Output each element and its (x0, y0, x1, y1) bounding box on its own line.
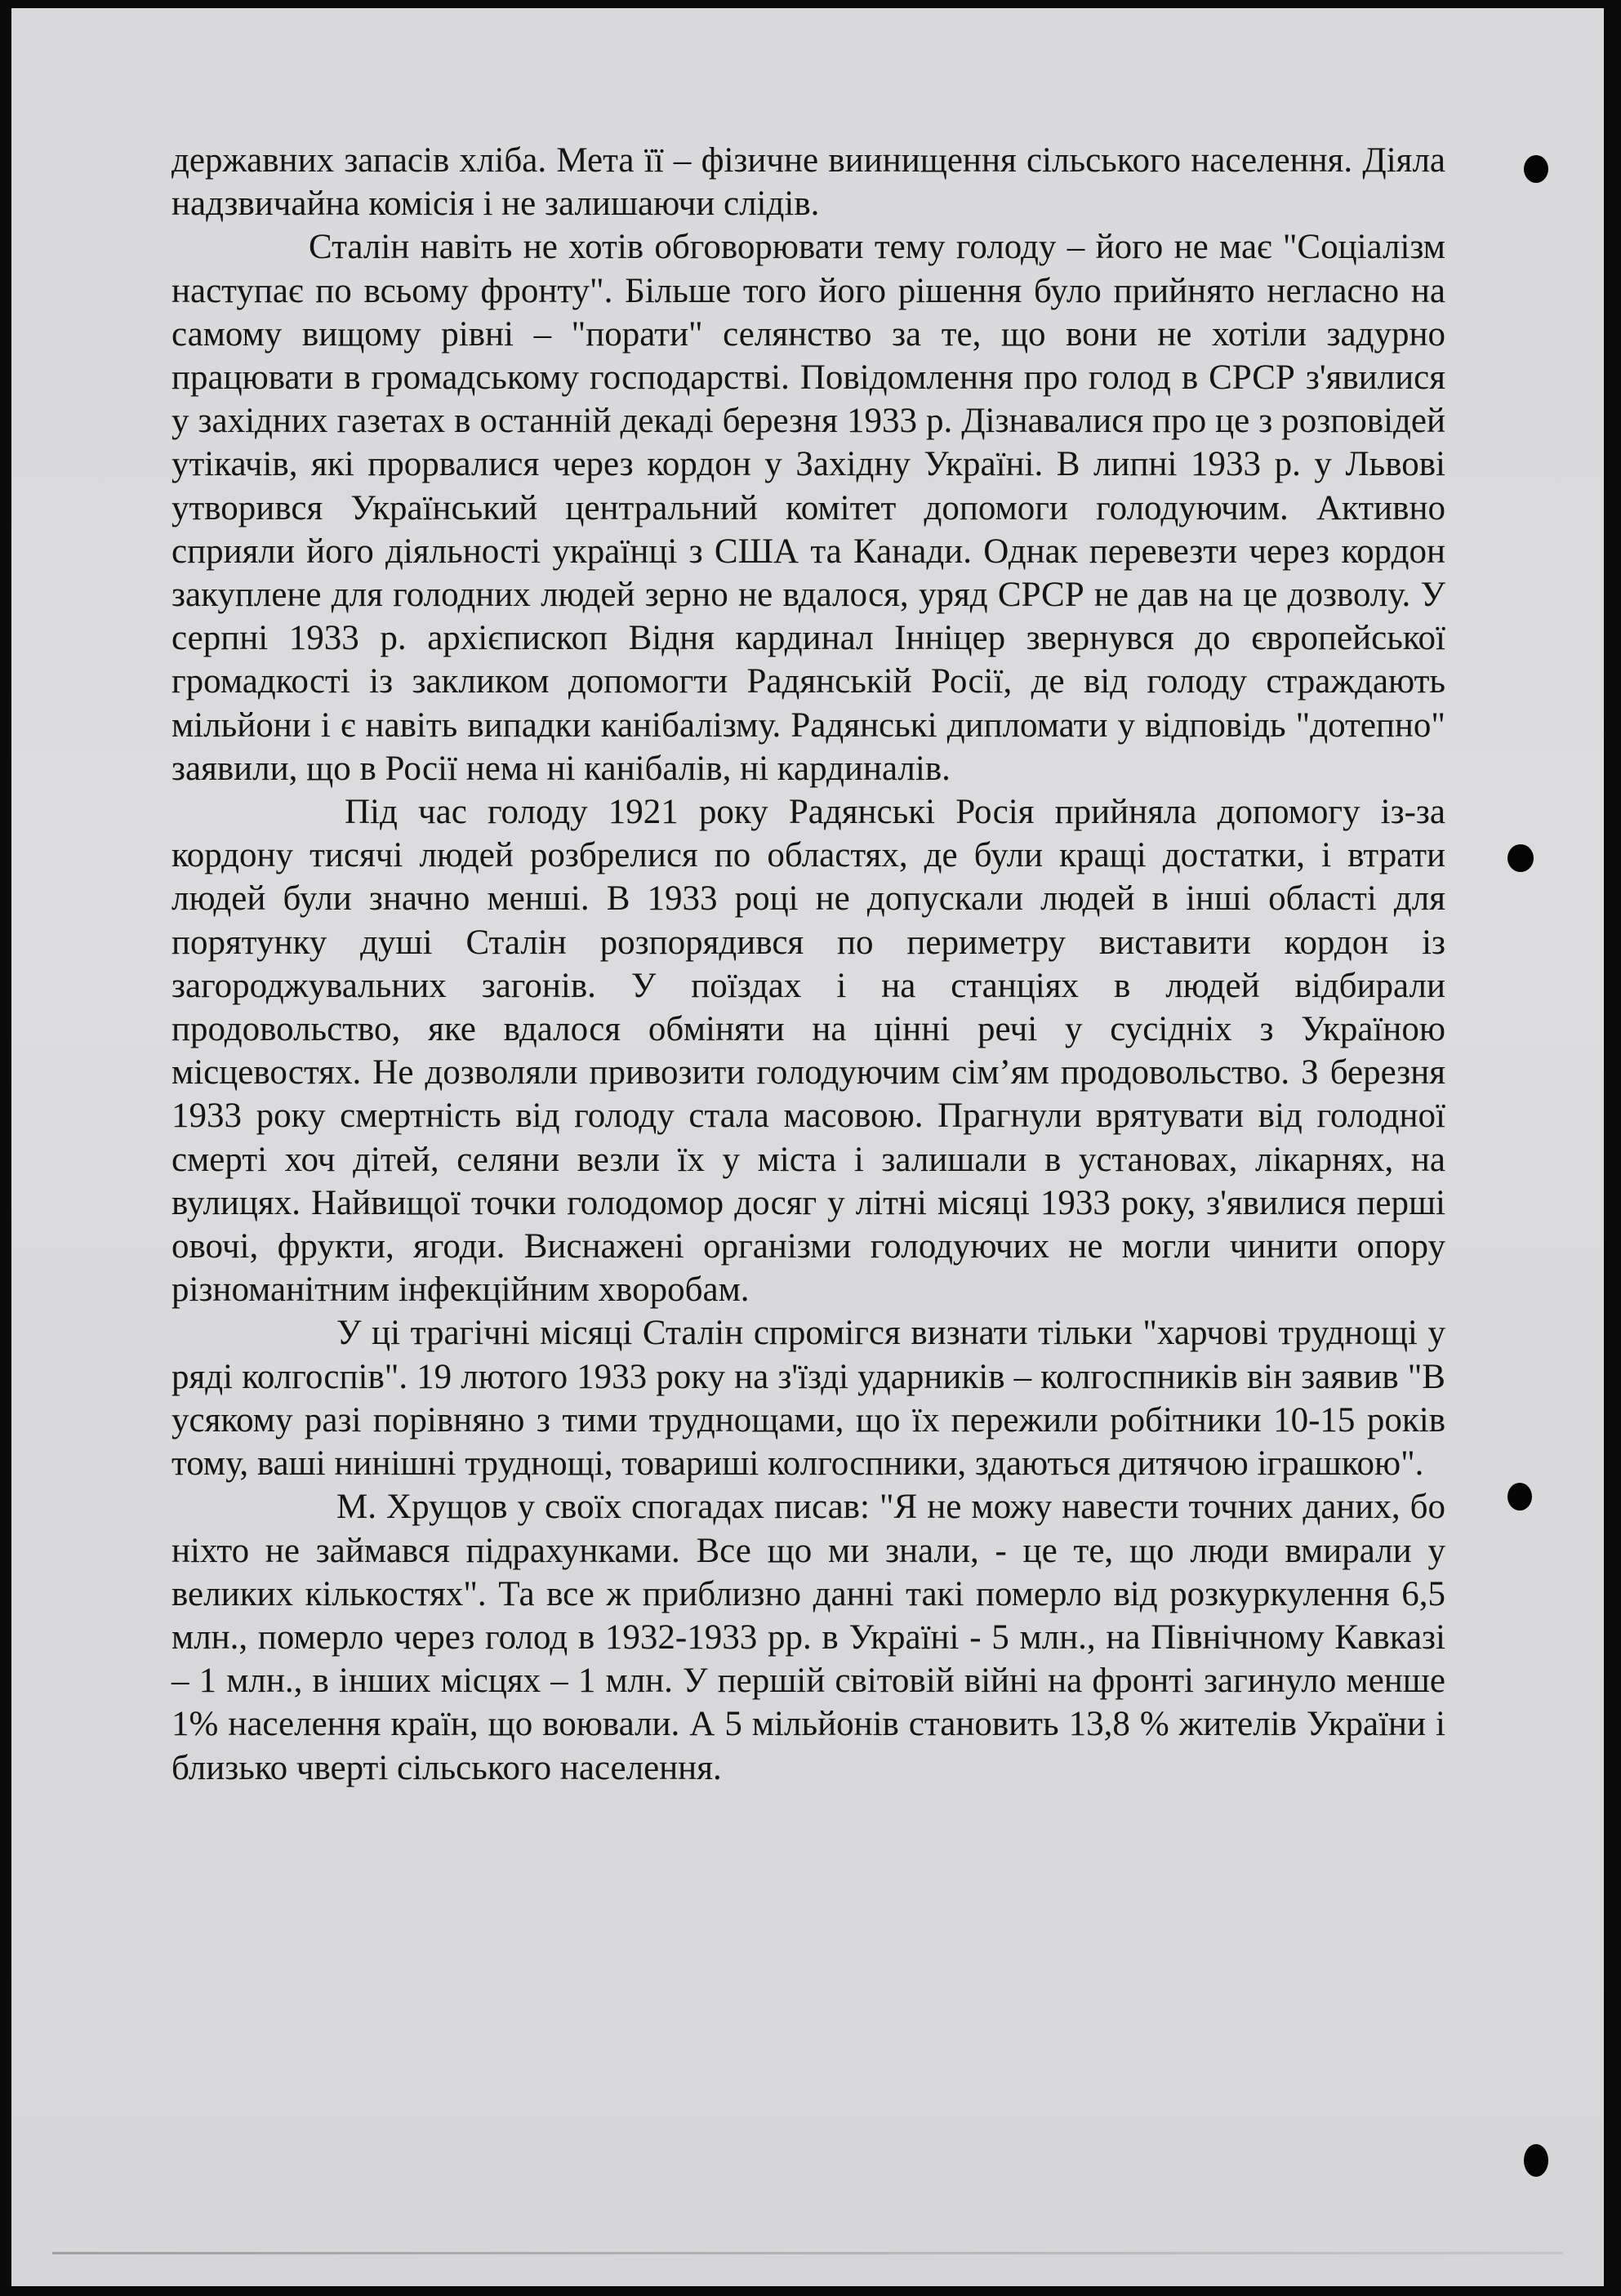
punch-hole (1507, 844, 1534, 872)
paragraph-5: М. Хрущов у своїх спогадах писав: "Я не можу навести точних даних, бо ніхто не займався підрахунками. Все що ми знали, - це те, що люди вмирали у великих кількостях". Та все ж приблизно данні такі померло від розкуркулення 6,5 млн., померло через голод в 1932-1933 рр. в Україні - 5 млн., на Північному Кавказі – 1 млн., в інших місцях – 1 млн. У першій світовій війні на фронті загинуло менше 1% населення країн, що воювали. А 5 мільйонів становить 13,8 % жителів України і близько чверті сільського населення. (171, 1488, 1445, 1787)
paragraph-4: У ці трагічні місяці Сталін спромігся визнати тільки "харчові труднощі у ряді колгоспів". 19 лютого 1933 року на з'їзді ударників – колгоспників він заявив "В усякому разі порівняно з тими труднощами, що їх пережили робітники 10-15 років тому, ваші нинішні труднощі, товариші колгоспники, здаються дитячою іграшкою". (171, 1314, 1445, 1484)
punch-hole (1524, 2144, 1548, 2177)
paragraph-1: державних запасів хліба. Мета її – фізичне виинищення сільського населення. Діяла надзвичайна комісія і не залишаючи слідів. (171, 141, 1445, 224)
paragraph-3: Під час голоду 1921 року Радянські Росія прийняла допомогу із-за кордону тисячі людей розбрелися по областях, де були кращі достатки, і втрати людей були значно менші. В 1933 році не допускали людей в інші області для порятунку душі Сталін розпорядився по периметру виставити кордон із загороджувальних загонів. У поїздах і на станціях в людей відбирали продовольство, яке вдалося обміняти на цінні речі у сусідніх з Україною місцевостях. Не дозволяли привозити голодуючим сім’ям продовольство. З березня 1933 року смертність від голоду стала масовою. Прагнули врятувати від голодної смерті хоч дітей, селяни везли їх у міста і залишали в установах, лікарнях, на вулицях. Найвищої точки голодомор досяг у літні місяці 1933 року, з'явилися перші овочі, фрукти, ягоди. Виснажені організми голодуючих не могли чинити опору різноманітним інфекційним хворобам. (171, 793, 1445, 1310)
document-page (11, 8, 1604, 2286)
paragraph-2: Сталін навіть не хотів обговорювати тему голоду – його не має "Соціалізм наступає по всьому фронту". Більше того його рішення було прийнято негласно на самому вищому рівні – "порати" селянство за те, що вони не хотіли задурно працювати в громадському господарстві. Повідомлення про голод в СРСР з'явилися у західних газетах в останній декаді березня 1933 р. Дізнавалися про це з розповідей утікачів, які прорвалися через кордон у Західну Україні. В липні 1933 р. у Львові утворився Український центральний комітет допомоги голодуючим. Активно сприяли його діяльності українці з США та Канади. Однак перевезти через кордон закуплене для голодних людей зерно не вдалося, уряд СРСР не дав на це дозволу. У серпні 1933 р. архієпископ Відня кардинал Інніцер звернувся до європейської громадкості із закликом допомогти Радянській Росії, де від голоду страждають мільйони і є навіть випадки канібалізму. Радянські дипломати у відповідь "дотепно" заявили, що в Росії нема ні канібалів, ні кардиналів. (171, 228, 1445, 788)
punch-hole (1507, 1483, 1532, 1511)
punch-hole (1524, 155, 1548, 183)
document-body (171, 139, 1445, 1790)
page-edge-shadow (52, 2252, 1563, 2254)
